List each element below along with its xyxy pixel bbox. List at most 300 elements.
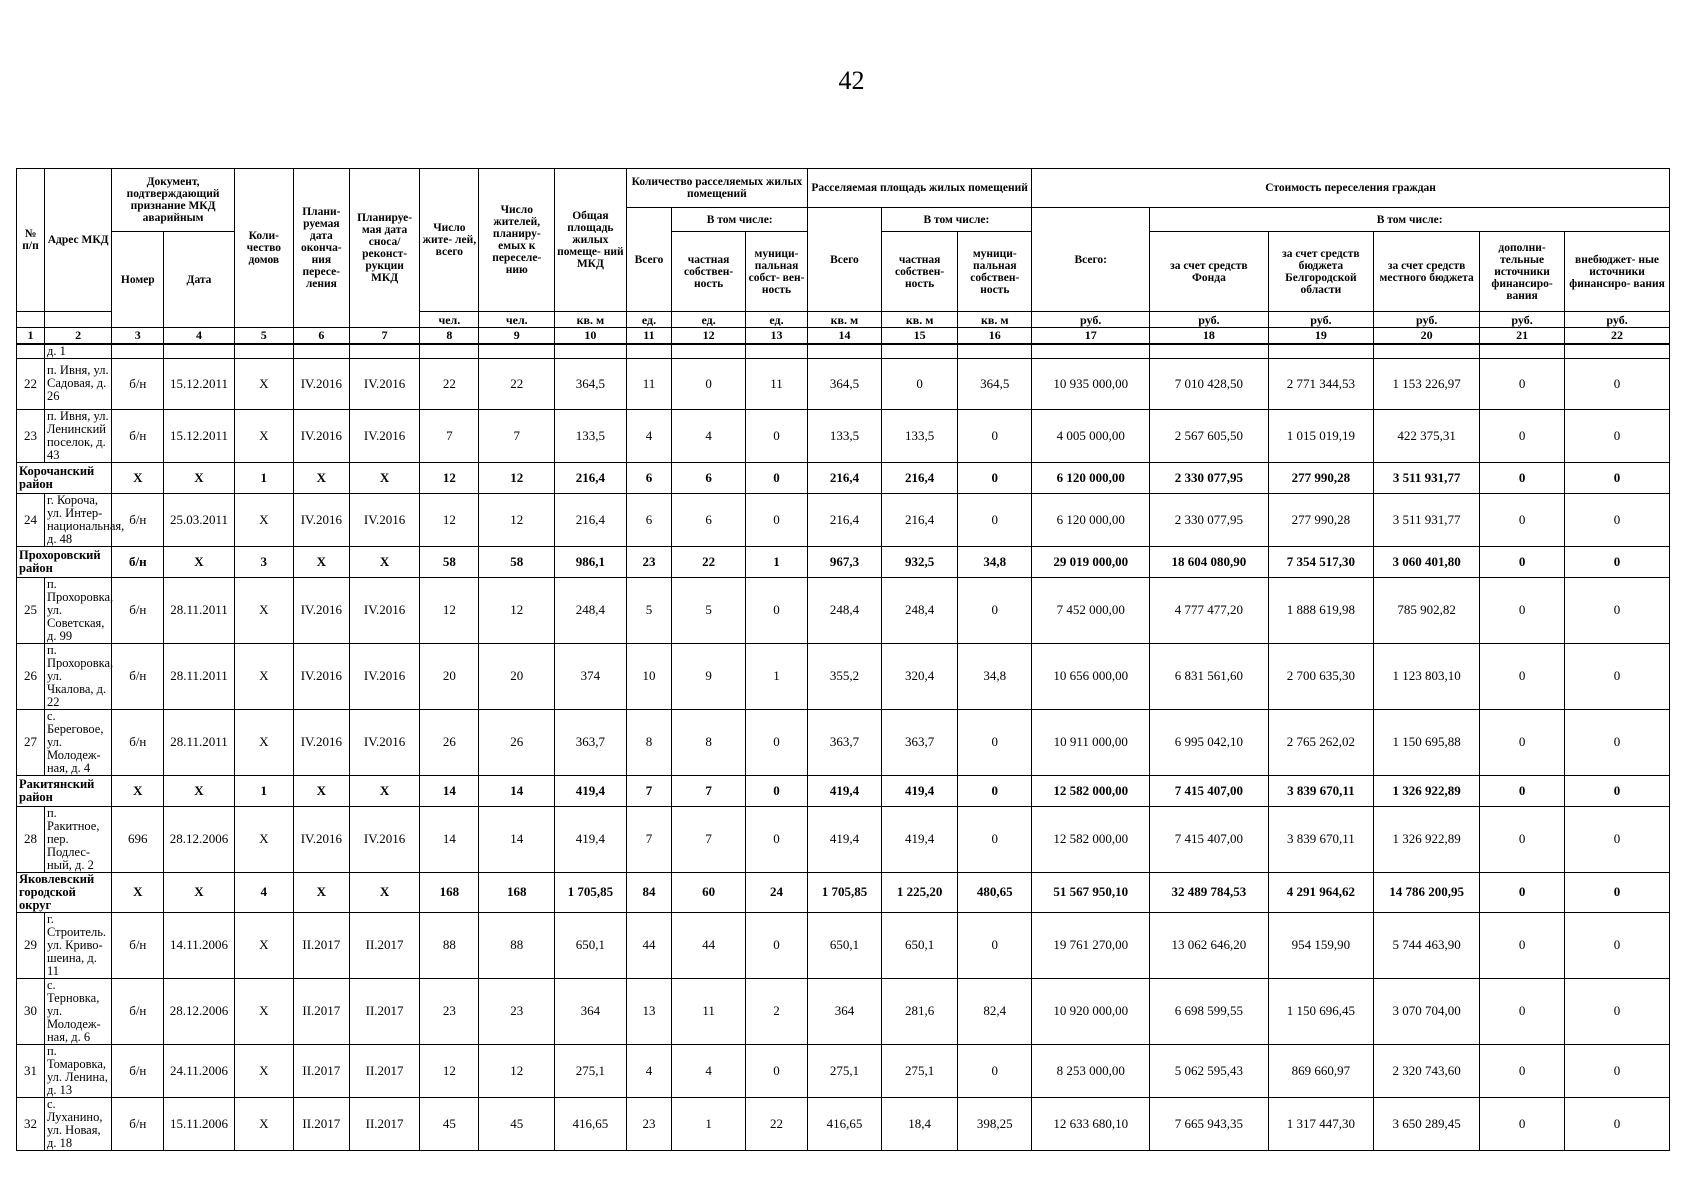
cell: 12 <box>479 1044 555 1097</box>
cell: 1 150 696,45 <box>1268 978 1374 1044</box>
district-cell: 419,4 <box>808 775 882 806</box>
column-number: 13 <box>745 328 807 344</box>
hdr-cost-including: В том числе: <box>1150 208 1670 232</box>
unit-cell: руб. <box>1480 312 1565 328</box>
table-row <box>17 912 1670 978</box>
district-cell: 0 <box>958 462 1032 493</box>
cell: 5 <box>672 577 746 643</box>
column-number: 7 <box>349 328 420 344</box>
district-name: Прохоровский район <box>17 546 112 577</box>
cell: 45 <box>420 1097 479 1150</box>
cell: 0 <box>1480 1044 1565 1097</box>
cell: 1 326 922,89 <box>1374 806 1480 872</box>
cell: 2 320 743,60 <box>1374 1044 1480 1097</box>
cell: 0 <box>745 1044 807 1097</box>
hdr-area-group: Расселяемая площадь жилых помещений <box>808 169 1032 208</box>
cell: 4 777 477,20 <box>1150 577 1268 643</box>
district-name: Корочанский район <box>17 462 112 493</box>
hdr-cost-total: Всего: <box>1032 208 1150 312</box>
cell: б/н <box>112 359 164 410</box>
unit-cell: руб. <box>1032 312 1150 328</box>
cell: 15.12.2011 <box>164 359 235 410</box>
district-row <box>17 546 1670 577</box>
district-cell: 0 <box>1565 872 1670 912</box>
address-cell: п. Томаровка, ул. Ленина, д. 13 <box>44 1044 111 1097</box>
cell: 0 <box>958 493 1032 546</box>
district-cell: 14 <box>479 775 555 806</box>
cell: 13 <box>626 978 672 1044</box>
hdr-rooms-private: частная собствен- ность <box>672 232 746 312</box>
cell: 4 <box>626 1044 672 1097</box>
district-cell: X <box>349 775 420 806</box>
hdr-rooms-total: Всего <box>626 208 672 312</box>
cell: X <box>234 493 293 546</box>
cell: IV.2016 <box>349 577 420 643</box>
district-cell: 14 <box>420 775 479 806</box>
hdr-total-area: Общая площадь жилых помеще- ний МКД <box>555 169 627 312</box>
cell: б/н <box>112 643 164 709</box>
cell: 0 <box>745 493 807 546</box>
district-cell: 34,8 <box>958 546 1032 577</box>
address-cell: п. Ракитное, пер. Подлес- ный, д. 2 <box>44 806 111 872</box>
hdr-cost-regional: за счет средств бюджета Белгородской области <box>1268 232 1374 312</box>
address-cell: п. Ивня, ул. Садовая, д. 26 <box>44 359 111 410</box>
hdr-doc-date: Дата <box>164 232 235 328</box>
cell: 416,65 <box>808 1097 882 1150</box>
unit-cell: руб. <box>1150 312 1268 328</box>
hdr-area-private: частная собствен- ность <box>881 232 958 312</box>
cell: 5 062 595,43 <box>1150 1044 1268 1097</box>
cell: 2 <box>745 978 807 1044</box>
address-cell: с. Береговое, ул. Молодеж- ная, д. 4 <box>44 709 111 775</box>
district-cell: X <box>293 775 349 806</box>
cell: 281,6 <box>881 978 958 1044</box>
cell: 0 <box>745 709 807 775</box>
cell: 7 <box>420 409 479 462</box>
cell: 8 253 000,00 <box>1032 1044 1150 1097</box>
cell: 0 <box>958 709 1032 775</box>
district-cell: 3 511 931,77 <box>1374 462 1480 493</box>
cell: X <box>234 1097 293 1150</box>
district-cell: X <box>164 775 235 806</box>
row-number: 23 <box>17 409 45 462</box>
district-cell: 84 <box>626 872 672 912</box>
cell: 28.11.2011 <box>164 709 235 775</box>
district-cell: 6 <box>626 462 672 493</box>
cell: 0 <box>1480 912 1565 978</box>
cell: 1 015 019,19 <box>1268 409 1374 462</box>
hdr-cost-additional: дополни- тельные источники финансиро- вания <box>1480 232 1565 312</box>
cell: 45 <box>479 1097 555 1150</box>
cell: б/н <box>112 577 164 643</box>
hdr-residents-planned: Число жителей, планиру- емых к переселе- нию <box>479 169 555 312</box>
table-row <box>17 709 1670 775</box>
cell: б/н <box>112 493 164 546</box>
hdr-rooms-including: В том числе: <box>672 208 808 232</box>
cell: б/н <box>112 978 164 1044</box>
hdr-planned-demolition: Планируе- мая дата сноса/ реконст- рукции МКД <box>349 169 420 328</box>
district-cell: 6 <box>672 462 746 493</box>
cell: 10 <box>626 643 672 709</box>
hdr-cost-local: за счет средств местного бюджета <box>1374 232 1480 312</box>
cell: II.2017 <box>293 1044 349 1097</box>
district-cell: X <box>112 775 164 806</box>
cell: 0 <box>1565 577 1670 643</box>
cell: 3 511 931,77 <box>1374 493 1480 546</box>
district-cell: X <box>112 872 164 912</box>
cell: б/н <box>112 1097 164 1150</box>
district-cell: 168 <box>420 872 479 912</box>
cell: 0 <box>1565 643 1670 709</box>
cell: 26 <box>479 709 555 775</box>
cell: 1 888 619,98 <box>1268 577 1374 643</box>
cell: 0 <box>1480 978 1565 1044</box>
address-cell: п. Прохоровка, ул. Советская, д. 99 <box>44 577 111 643</box>
district-cell: 480,65 <box>958 872 1032 912</box>
cell: IV.2016 <box>349 643 420 709</box>
unit-cell: ед. <box>626 312 672 328</box>
district-cell: 1 705,85 <box>808 872 882 912</box>
district-cell: 12 582 000,00 <box>1032 775 1150 806</box>
unit-cell: кв. м <box>808 312 882 328</box>
page-number: 42 <box>838 66 865 95</box>
cell: 422 375,31 <box>1374 409 1480 462</box>
unit-cell: чел. <box>420 312 479 328</box>
cell: 0 <box>1565 493 1670 546</box>
cell: 419,4 <box>881 806 958 872</box>
cell: 6 120 000,00 <box>1032 493 1150 546</box>
district-cell: 60 <box>672 872 746 912</box>
column-number: 14 <box>808 328 882 344</box>
cell: 12 582 000,00 <box>1032 806 1150 872</box>
column-number: 9 <box>479 328 555 344</box>
cell: 0 <box>1480 409 1565 462</box>
cell: 4 005 000,00 <box>1032 409 1150 462</box>
cell: 7 <box>626 806 672 872</box>
cell: 216,4 <box>808 493 882 546</box>
cell: IV.2016 <box>293 493 349 546</box>
address-cell: п. Ивня, ул. Ленинский поселок, д. 43 <box>44 409 111 462</box>
district-cell: 0 <box>1480 546 1565 577</box>
cell: 82,4 <box>958 978 1032 1044</box>
unit-cell: кв. м <box>881 312 958 328</box>
cell: IV.2016 <box>293 409 349 462</box>
district-row <box>17 872 1670 912</box>
district-cell: 58 <box>420 546 479 577</box>
address-cell: п. Прохоровка, ул. Чкалова, д. 22 <box>44 643 111 709</box>
cell: 7 415 407,00 <box>1150 806 1268 872</box>
district-cell: X <box>112 462 164 493</box>
column-number: 15 <box>881 328 958 344</box>
cell: 14 <box>420 806 479 872</box>
cell: 12 633 680,10 <box>1032 1097 1150 1150</box>
cell: IV.2016 <box>293 359 349 410</box>
cell: 22 <box>420 359 479 410</box>
hdr-area-including: В том числе: <box>881 208 1031 232</box>
cell: 216,4 <box>881 493 958 546</box>
column-number: 16 <box>958 328 1032 344</box>
cell: 364,5 <box>555 359 627 410</box>
district-cell: 986,1 <box>555 546 627 577</box>
table-row <box>17 359 1670 410</box>
district-cell: 24 <box>745 872 807 912</box>
hdr-rooms-group: Количество расселяемых жилых помещений <box>626 169 807 208</box>
cell: 2 700 635,30 <box>1268 643 1374 709</box>
column-number: 20 <box>1374 328 1480 344</box>
cell: 0 <box>745 912 807 978</box>
cell: 5 <box>626 577 672 643</box>
row-number: 31 <box>17 1044 45 1097</box>
district-cell: 51 567 950,10 <box>1032 872 1150 912</box>
cell: 419,4 <box>808 806 882 872</box>
district-cell: 12 <box>479 462 555 493</box>
hdr-cost-group: Стоимость переселения граждан <box>1032 169 1670 208</box>
units-blank <box>44 312 111 328</box>
cell: 374 <box>555 643 627 709</box>
column-number: 21 <box>1480 328 1565 344</box>
cell: 20 <box>420 643 479 709</box>
cell: 7 665 943,35 <box>1150 1097 1268 1150</box>
cell: 0 <box>958 577 1032 643</box>
cell: 7 <box>672 806 746 872</box>
district-cell: 1 <box>234 775 293 806</box>
cell: 1 <box>672 1097 746 1150</box>
cell: 7 <box>479 409 555 462</box>
district-cell: X <box>164 462 235 493</box>
cell: 0 <box>1565 1097 1670 1150</box>
district-cell: 0 <box>1565 775 1670 806</box>
district-cell: 1 225,20 <box>881 872 958 912</box>
district-cell: 0 <box>958 775 1032 806</box>
cell: б/н <box>112 912 164 978</box>
cell: 248,4 <box>555 577 627 643</box>
district-cell: 0 <box>1565 546 1670 577</box>
cell: 25.03.2011 <box>164 493 235 546</box>
hdr-rooms-municipal: муници- пальная собст- вен- ность <box>745 232 807 312</box>
cell: 6 995 042,10 <box>1150 709 1268 775</box>
cell: 34,8 <box>958 643 1032 709</box>
district-cell: 7 <box>672 775 746 806</box>
district-cell: 0 <box>1565 462 1670 493</box>
column-number: 2 <box>44 328 111 344</box>
cell: 248,4 <box>881 577 958 643</box>
district-cell: 216,4 <box>555 462 627 493</box>
cell: 11 <box>626 359 672 410</box>
district-cell: 1 326 922,89 <box>1374 775 1480 806</box>
cell: 0 <box>1565 709 1670 775</box>
row-number: 24 <box>17 493 45 546</box>
cell: 11 <box>672 978 746 1044</box>
district-cell: б/н <box>112 546 164 577</box>
district-cell: 32 489 784,53 <box>1150 872 1268 912</box>
cell: 10 920 000,00 <box>1032 978 1150 1044</box>
cell: 0 <box>1565 359 1670 410</box>
cell: 0 <box>1480 806 1565 872</box>
district-cell: 23 <box>626 546 672 577</box>
table-row <box>17 643 1670 709</box>
cell: 12 <box>420 577 479 643</box>
cell: X <box>234 1044 293 1097</box>
cell: 28.12.2006 <box>164 806 235 872</box>
cell: X <box>234 577 293 643</box>
cell: II.2017 <box>293 1097 349 1150</box>
cell <box>17 344 45 359</box>
cell: 15.11.2006 <box>164 1097 235 1150</box>
row-number: 32 <box>17 1097 45 1150</box>
cell: 22 <box>479 359 555 410</box>
address-cell: д. 1 <box>44 344 111 359</box>
district-cell: X <box>164 546 235 577</box>
address-cell: с. Терновка, ул. Молодеж- ная, д. 6 <box>44 978 111 1044</box>
cell: 0 <box>1480 709 1565 775</box>
cell: 14.11.2006 <box>164 912 235 978</box>
cell: 416,65 <box>555 1097 627 1150</box>
column-number: 1 <box>17 328 45 344</box>
cell: II.2017 <box>293 978 349 1044</box>
cell: IV.2016 <box>293 806 349 872</box>
cell: 3 070 704,00 <box>1374 978 1480 1044</box>
cell: 785 902,82 <box>1374 577 1480 643</box>
district-cell: 168 <box>479 872 555 912</box>
unit-cell: ед. <box>672 312 746 328</box>
cell: 363,7 <box>555 709 627 775</box>
cell: IV.2016 <box>349 359 420 410</box>
table-row <box>17 577 1670 643</box>
cell: 869 660,97 <box>1268 1044 1374 1097</box>
cell: IV.2016 <box>293 577 349 643</box>
district-cell: 1 <box>745 546 807 577</box>
district-cell: 0 <box>1480 775 1565 806</box>
cell: 7 010 428,50 <box>1150 359 1268 410</box>
unit-cell: кв. м <box>958 312 1032 328</box>
column-number: 3 <box>112 328 164 344</box>
cell: 0 <box>1480 643 1565 709</box>
cell: 19 761 270,00 <box>1032 912 1150 978</box>
row-number: 28 <box>17 806 45 872</box>
hdr-cost-extrabudget: внебюджет- ные источники финансиро- вания <box>1565 232 1670 312</box>
cell: 3 839 670,11 <box>1268 806 1374 872</box>
district-cell: 7 415 407,00 <box>1150 775 1268 806</box>
cell: 88 <box>420 912 479 978</box>
cell: X <box>234 709 293 775</box>
cell: X <box>234 978 293 1044</box>
cell: б/н <box>112 1044 164 1097</box>
column-numbers-row <box>17 328 1670 344</box>
cell: 12 <box>420 493 479 546</box>
district-cell: 1 705,85 <box>555 872 627 912</box>
table-row <box>17 1044 1670 1097</box>
cell: 2 330 077,95 <box>1150 493 1268 546</box>
cell: 650,1 <box>808 912 882 978</box>
cell: 355,2 <box>808 643 882 709</box>
district-cell: X <box>164 872 235 912</box>
district-cell: X <box>293 462 349 493</box>
cell: X <box>234 359 293 410</box>
column-number: 17 <box>1032 328 1150 344</box>
cell: X <box>234 643 293 709</box>
district-cell: 0 <box>745 462 807 493</box>
cell: 12 <box>420 1044 479 1097</box>
district-cell: 3 839 670,11 <box>1268 775 1374 806</box>
district-cell: 58 <box>479 546 555 577</box>
column-number: 11 <box>626 328 672 344</box>
units-blank <box>17 312 45 328</box>
cell: 2 567 605,50 <box>1150 409 1268 462</box>
cell: 364,5 <box>958 359 1032 410</box>
cell: 0 <box>1565 912 1670 978</box>
hdr-doc-number: Номер <box>112 232 164 328</box>
cell: 277 990,28 <box>1268 493 1374 546</box>
cell: 363,7 <box>881 709 958 775</box>
table-row <box>17 409 1670 462</box>
district-cell: 3 <box>234 546 293 577</box>
cell: 10 911 000,00 <box>1032 709 1150 775</box>
cell: 4 <box>672 1044 746 1097</box>
district-cell: 7 354 517,30 <box>1268 546 1374 577</box>
cell: 248,4 <box>808 577 882 643</box>
cell: IV.2016 <box>293 709 349 775</box>
cell: 20 <box>479 643 555 709</box>
cell: 0 <box>1480 359 1565 410</box>
cell: IV.2016 <box>349 806 420 872</box>
district-row <box>17 462 1670 493</box>
unit-cell: кв. м <box>555 312 627 328</box>
cell: 0 <box>745 577 807 643</box>
cell: 6 <box>672 493 746 546</box>
cell: 398,25 <box>958 1097 1032 1150</box>
cell: 0 <box>1480 577 1565 643</box>
table-row <box>17 1097 1670 1150</box>
row-number: 22 <box>17 359 45 410</box>
district-cell: X <box>349 462 420 493</box>
district-cell: 12 <box>420 462 479 493</box>
cell: IV.2016 <box>349 493 420 546</box>
cell: б/н <box>112 709 164 775</box>
address-cell: г. Строитель. ул. Криво- шеина, д. 11 <box>44 912 111 978</box>
cell: 7 452 000,00 <box>1032 577 1150 643</box>
cell: 1 153 226,97 <box>1374 359 1480 410</box>
district-cell: 4 <box>234 872 293 912</box>
cell: 26 <box>420 709 479 775</box>
cell: 0 <box>745 409 807 462</box>
cell: 363,7 <box>808 709 882 775</box>
district-cell: 3 060 401,80 <box>1374 546 1480 577</box>
district-cell: 277 990,28 <box>1268 462 1374 493</box>
cell: 12 <box>479 577 555 643</box>
column-number: 22 <box>1565 328 1670 344</box>
column-number: 4 <box>164 328 235 344</box>
district-cell: 216,4 <box>881 462 958 493</box>
cell: 0 <box>1565 978 1670 1044</box>
resettlement-table <box>16 168 1670 1151</box>
cell: 28.11.2011 <box>164 577 235 643</box>
cell: X <box>234 912 293 978</box>
cell: 8 <box>626 709 672 775</box>
cell: 364 <box>808 978 882 1044</box>
cell: II.2017 <box>293 912 349 978</box>
cell: 364 <box>555 978 627 1044</box>
cell: 1 150 695,88 <box>1374 709 1480 775</box>
cell: 4 <box>672 409 746 462</box>
cell: б/н <box>112 409 164 462</box>
cell: 650,1 <box>555 912 627 978</box>
cell: 4 <box>626 409 672 462</box>
table-row-partial <box>17 344 1670 359</box>
cell: 6 698 599,55 <box>1150 978 1268 1044</box>
table-header <box>17 169 1670 344</box>
cell: 6 <box>626 493 672 546</box>
district-cell: X <box>349 546 420 577</box>
